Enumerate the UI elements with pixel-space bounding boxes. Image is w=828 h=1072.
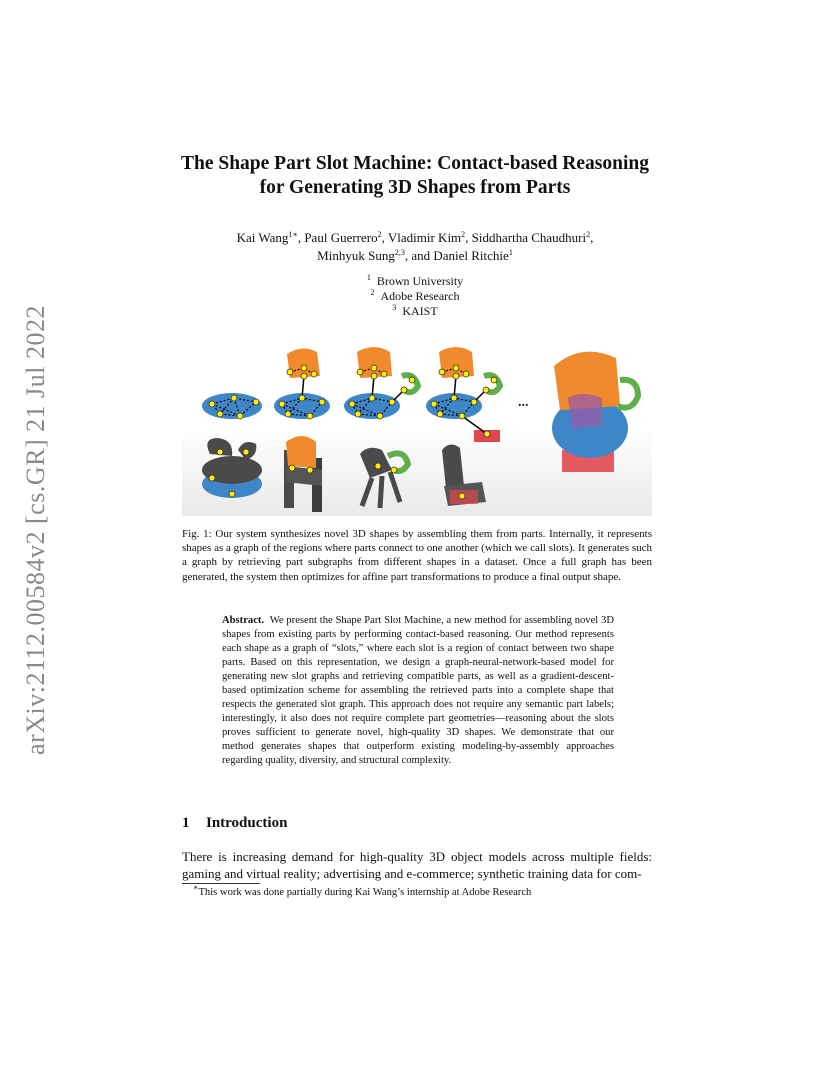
- figure-caption: Fig. 1: Our system synthesizes novel 3D shapes by assembling them from parts. Internally, it represents shapes as a graph of the regions where parts connect to one another (which we call slots). It generates such a graph by retrieving part subgraphs from different shapes in a dataset. Once a full graph has been generated, the system then optimizes for affine part transformations to produce a final output shape.: [182, 528, 652, 583]
- slot-graph-stage-3: [344, 347, 418, 419]
- author-list: Kai Wang$^{1∗}$, Paul Guerrero$^2$, Vladimir Kim$^2$, Siddhartha Chaudhuri$^2$, Minhyuk Sung$^{2,3}$, and Daniel Ritchie$^1$: [236, 230, 594, 263]
- slot-graph-stage-2: [274, 348, 330, 419]
- intro-paragraph: There is increasing demand for high-quality 3D object models across multiple fields: gaming and virtual reality; advertising and e-commerce; synthetic training data for com-: [182, 849, 652, 881]
- footnote: ∗This work was done partially during Kai Wang’s internship at Adobe Research: [193, 883, 532, 898]
- figure-ellipsis: ...: [518, 395, 529, 410]
- affiliation-list: [300, 274, 530, 319]
- arxiv-stamp: arXiv:2112.00584v2 [cs.GR] 21 Jul 2022: [21, 305, 50, 755]
- affiliation: $^2$ Adobe Research: [370, 288, 460, 303]
- slot-graph-stage-1: [202, 393, 262, 419]
- abstract-text: We present the Shape Part Slot Machine, a new method for assembling novel 3D shapes from existing parts by performing contact-based reasoning. Our method represents each shape as a graph of “slots,” where each slot is a region of contact between two shape parts. Based on this representation, we design a graph-neural-network-based model for generating new slot graphs and retrieving compatible parts, as well as a gradient-descent-based optimization scheme for assembling the retrieved parts into a complete shape that respects the generated slot graph. This approach does not require any semantic part labels; interestingly, it also does not require complete part geometries—reasoning about the slots proves sufficient to generate novel, high-quality 3D shapes. We demonstrate that our method generates shapes that outperform existing modeling-by-assembly approaches regarding quality, diversity, and structural complexity.: [222, 615, 615, 766]
- affiliation: $^1$ Brown University: [366, 273, 464, 288]
- slot-graph-stage-4: [426, 347, 500, 442]
- teaser-figure: [182, 346, 652, 516]
- affiliation: $^3$ KAIST: [392, 303, 438, 318]
- section-heading: 1 Introduction: [182, 815, 288, 831]
- abstract: [222, 614, 614, 768]
- paper-title: The Shape Part Slot Machine: Contact-based Reasoning for Generating 3D Shapes from Parts: [180, 153, 649, 198]
- abstract-label: Abstract.: [222, 615, 265, 626]
